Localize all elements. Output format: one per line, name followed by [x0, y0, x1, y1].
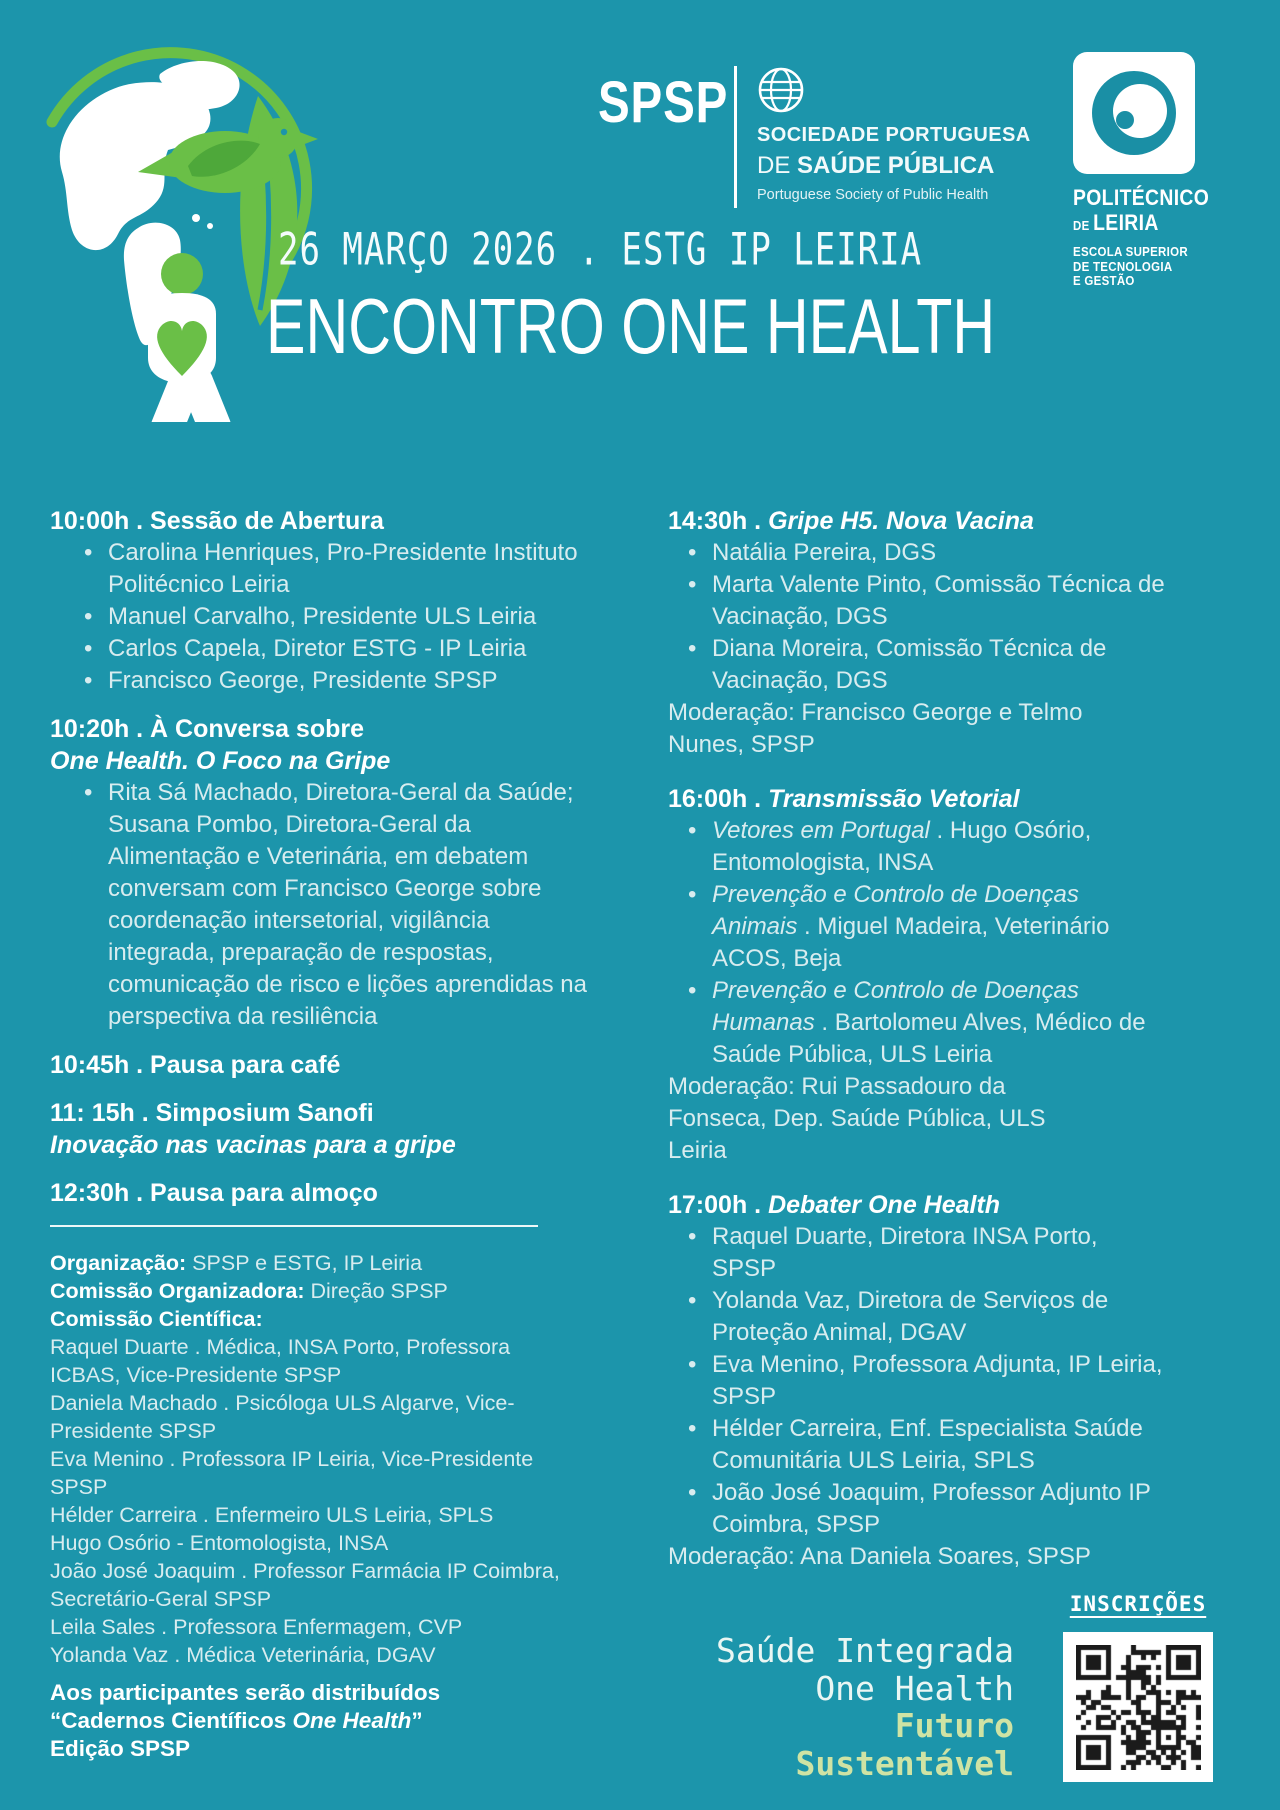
session-subtitle: Inovação nas vacinas para a gripe	[50, 1131, 456, 1159]
session-title: 10:20h . À Conversa sobre	[50, 715, 365, 743]
event-date-location: 26 MARÇO 2026 . ESTG IP LEIRIA	[278, 224, 923, 277]
organization-row	[50, 1277, 570, 1305]
eye-icon	[1089, 68, 1179, 158]
speaker-item: • Raquel Duarte, Diretora INSA Porto, SPSP	[668, 1221, 1168, 1285]
participants-note-line2	[50, 1707, 595, 1735]
talk-speaker: . Miguel Madeira, Veterinário ACOS, Beja	[712, 913, 1110, 972]
committee-member: Yolanda Vaz . Médica Veterinária, DGAV	[50, 1643, 436, 1667]
speaker-item: • Rita Sá Machado, Diretora-Geral da Saúde; Susana Pombo, Diretora-Geral da Alimentação e Veterinária, em debatem conversam com Francisco George sobre coordenação intersetorial, vigilância integrada, preparação de respostas, comunicação de risco e lições aprendidas na perspectiva da resiliência	[50, 777, 595, 1033]
speaker-item: • Marta Valente Pinto, Comissão Técnica de Vacinação, DGS	[668, 569, 1168, 633]
talk-title: Prevenção e Controlo de Doenças Humanas	[712, 977, 1079, 1036]
estg-school-line2: DE TECNOLOGIA	[1073, 259, 1173, 274]
committee-member: João José Joaquim . Professor Farmácia IP Coimbra, Secretário-Geral SPSP	[50, 1559, 560, 1611]
slogan-line: Sustentável	[795, 1743, 1014, 1783]
session-symposium	[50, 1097, 595, 1161]
speaker-item: • Diana Moreira, Comissão Técnica de Vacinação, DGS	[668, 633, 1168, 697]
committee-member: Eva Menino . Professora IP Leiria, Vice-Presidente SPSP	[50, 1447, 534, 1499]
section-divider	[50, 1225, 538, 1227]
session-subtitle: One Health. O Foco na Gripe	[50, 747, 391, 775]
session-vector-transmission	[668, 783, 1168, 1167]
committee-member: Leila Sales . Professora Enfermagem, CVP	[50, 1615, 463, 1639]
politecnico-name-line2	[1073, 210, 1249, 238]
talk-title: Vetores em Portugal	[712, 817, 930, 844]
session-time: 16:00h .	[668, 785, 769, 813]
session-h5-vaccine	[668, 505, 1168, 761]
organization-label: Comissão Científica:	[50, 1307, 263, 1331]
spsp-acronym: SPSP	[598, 70, 729, 135]
committee-member: Hugo Osório - Entomologista, INSA	[50, 1531, 389, 1555]
speaker-item: • Manuel Carvalho, Presidente ULS Leiria	[50, 601, 595, 633]
session-coffee-break	[50, 1049, 595, 1081]
organization-row	[50, 1305, 570, 1333]
speaker-item: • Carlos Capela, Diretor ESTG - IP Leiria	[50, 633, 595, 665]
session-time: 17:00h .	[668, 1191, 769, 1219]
session-title: 12:30h . Pausa para almoço	[50, 1179, 378, 1207]
committee-member: Hélder Carreira . Enfermeiro ULS Leiria, SPLS	[50, 1503, 494, 1527]
organization-label: Organização:	[50, 1251, 187, 1275]
session-topic: Debater One Health	[768, 1191, 1001, 1219]
politecnico-name-de: DE	[1073, 218, 1094, 233]
speaker-item: • Eva Menino, Professora Adjunta, IP Leiria, SPSP	[668, 1349, 1168, 1413]
speaker-item	[668, 975, 1168, 1071]
speaker-item: • João José Joaquim, Professor Adjunto IP Coimbra, SPSP	[668, 1477, 1168, 1541]
session-conversation	[50, 713, 595, 1033]
organization-value: SPSP e ESTG, IP Leiria	[186, 1251, 423, 1275]
speaker-item	[668, 879, 1168, 975]
session-lunch-break	[50, 1177, 595, 1209]
organization-row	[50, 1249, 570, 1277]
organization-section	[50, 1249, 570, 1669]
session-title	[668, 1189, 1168, 1221]
session-time: 14:30h .	[668, 507, 769, 535]
organization-label: Comissão Organizadora:	[50, 1279, 305, 1303]
spsp-name-line2	[757, 152, 1031, 180]
session-debate-one-health	[668, 1189, 1168, 1573]
spsp-name-line1: SOCIEDADE PORTUGUESA	[757, 124, 1031, 146]
qr-code-box[interactable]	[1063, 1632, 1213, 1782]
organization-value: Direção SPSP	[304, 1279, 448, 1303]
estg-school-line1: ESCOLA SUPERIOR	[1073, 245, 1188, 259]
slogan-line: Saúde Integrada	[715, 1631, 1014, 1670]
talk-speaker: . Bartolomeu Alves, Médico de Saúde Pública, ULS Leiria	[712, 1009, 1146, 1068]
session-title: 11: 15h . Simposium Sanofi	[50, 1099, 374, 1127]
spsp-logo-divider	[734, 66, 737, 208]
speaker-item: • Hélder Carreira, Enf. Especialista Saúde Comunitária ULS Leiria, SPLS	[668, 1413, 1168, 1477]
spsp-name-de: DE	[757, 152, 798, 179]
note-prefix: “Cadernos Científicos	[50, 1708, 293, 1733]
note-italic: One Health	[292, 1708, 412, 1733]
session-topic: Transmissão Vetorial	[768, 785, 1020, 813]
event-title: ENCONTRO ONE HEALTH	[266, 282, 996, 370]
politecnico-leiria-logo	[1073, 52, 1273, 289]
slogan-line: Futuro	[894, 1706, 1014, 1745]
session-title	[668, 783, 1168, 815]
moderation-line: Moderação: Ana Daniela Soares, SPSP	[668, 1543, 1091, 1570]
politecnico-leiria-mark	[1073, 52, 1195, 174]
session-title: 10:00h . Sessão de Abertura	[50, 507, 384, 535]
schedule-left-column	[50, 505, 595, 1763]
participants-note	[50, 1679, 595, 1763]
note-suffix: ”	[411, 1708, 423, 1733]
committee-member: Raquel Duarte . Médica, INSA Porto, Professora ICBAS, Vice-Presidente SPSP	[50, 1335, 511, 1387]
speaker-item: • Carolina Henriques, Pro-Presidente Instituto Politécnico Leiria	[50, 537, 595, 601]
politecnico-name	[1073, 185, 1249, 238]
speaker-item: • Yolanda Vaz, Diretora de Serviços de Proteção Animal, DGAV	[668, 1285, 1168, 1349]
moderation-line: Moderação: Rui Passadouro da Fonseca, Dep. Saúde Pública, ULS Leiria	[668, 1073, 1046, 1164]
participants-note-line1: Aos participantes serão distribuídos	[50, 1680, 441, 1705]
footer-slogan	[716, 1632, 1014, 1782]
spsp-logo	[598, 66, 1031, 208]
globe-icon	[757, 66, 805, 114]
participants-note-line3: Edição SPSP	[50, 1736, 191, 1761]
politecnico-name-city: LEIRIA	[1093, 210, 1159, 235]
moderation-line: Moderação: Francisco George e Telmo Nunes, SPSP	[668, 699, 1083, 758]
schedule-right-column	[668, 505, 1168, 1573]
speaker-item: • Natália Pereira, DGS	[668, 537, 1168, 569]
estg-school-line3: E GESTÃO	[1073, 274, 1135, 288]
session-topic: Gripe H5. Nova Vacina	[768, 507, 1034, 535]
talk-speaker: . Hugo Osório, Entomologista, INSA	[712, 817, 1092, 876]
estg-school-name	[1073, 245, 1257, 289]
speaker-item: • Francisco George, Presidente SPSP	[50, 665, 595, 697]
inscriptions-label[interactable]: INSCRIÇÕES	[1069, 1592, 1207, 1616]
talk-title: Prevenção e Controlo de Doenças Animais	[712, 881, 1079, 940]
slogan-line: One Health	[815, 1668, 1014, 1708]
politecnico-name-line1: POLITÉCNICO	[1073, 185, 1210, 210]
session-title: 10:45h . Pausa para café	[50, 1051, 341, 1079]
session-title	[668, 505, 1168, 537]
speaker-item	[668, 815, 1168, 879]
qr-code[interactable]	[1076, 1645, 1201, 1770]
spsp-name-english: Portuguese Society of Public Health	[757, 187, 989, 203]
session-opening	[50, 505, 595, 697]
spsp-name-bold: SAÚDE PÚBLICA	[797, 152, 995, 179]
committee-member: Daniela Machado . Psicóloga ULS Algarve, Vice-Presidente SPSP	[50, 1391, 515, 1443]
